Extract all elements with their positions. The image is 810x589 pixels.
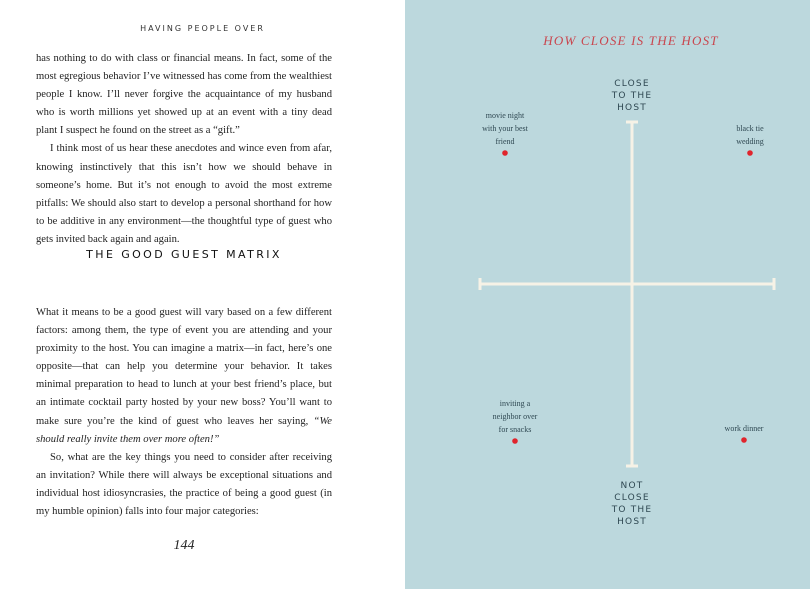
body-paragraph: I think most of us hear these anecdotes and wince even from afar, knowing instinctively that this isn’t how we should behave in someone’s home. But it’s not enough to avoid the most extreme pitfalls: We should also start to develop a personal shorthand for how to be additive in any environment—the thoughtful type of guest who gets invited back again and again. (36, 143, 332, 245)
body-paragraph: has nothing to do with class or financial means. In fact, some of the most egregious behavior I’ve witnessed has come from the wealthiest people I know. I’ll never forgive the acquaintance of my husband who is worth millions yet showed up at an event with a tiny dead plant I suspect he found on the street as a “gift.” (36, 53, 332, 137)
right-page (405, 0, 810, 589)
event-label-line: inviting a (499, 399, 531, 408)
axis-bottom-label-line: NOT (620, 481, 644, 491)
event-label-line: movie night (485, 111, 525, 120)
event-dot (741, 437, 747, 443)
axis-bottom-label-line: HOST (617, 517, 647, 527)
event-movie-night (482, 111, 529, 156)
body-text-block-2 (36, 304, 332, 521)
page-number: 144 (173, 538, 195, 553)
event-label-line: friend (495, 137, 515, 146)
event-label-line: neighbor over (492, 412, 538, 421)
event-label-line: black tie (736, 124, 764, 133)
matrix-title: HOW CLOSE IS THE HOST (543, 33, 719, 48)
section-heading: THE GOOD GUEST MATRIX (86, 248, 282, 261)
event-dot (512, 438, 518, 444)
event-inviting-neighbor (493, 399, 538, 444)
body-paragraph-text: What it means to be a good guest will vary based on a few different factors: among them, the type of event you are attending and your proximity to the host. You can imagine a matrix—in fact, here’s one opposite—that can help you determine your behavior. It takes minimal preparation to head to lunch at your best friend’s place, but an intimate cocktail party hosted by your new boss? You’ll want to make sure you’re the kind of guest who leaves her saying, (36, 307, 332, 427)
axis-top-label-line: HOST (617, 103, 647, 113)
running-head: HAVING PEOPLE OVER (140, 24, 265, 33)
body-text-block-1 (36, 50, 332, 249)
event-dot (747, 150, 753, 156)
event-black-tie (736, 124, 764, 156)
axis-bottom-label-line: CLOSE (614, 493, 650, 503)
body-paragraph (36, 304, 332, 449)
quote-italic: “We should really invite them over more often!” (36, 415, 332, 445)
event-dot (502, 150, 508, 156)
event-work-dinner (725, 424, 764, 443)
body-paragraph: So, what are the key things you need to consider after receiving an invitation? While there will always be exceptional situations and individual host idiosyncrasies, the practice of being a good guest (in my humble opinion) falls into four major categories: (36, 451, 332, 518)
event-label-line: with your best (482, 124, 528, 133)
axis-bottom-label-line: TO THE (611, 505, 653, 515)
axis-top-label-line: TO THE (611, 91, 653, 101)
axis-top-label-line: CLOSE (614, 79, 650, 89)
event-label-line: wedding (736, 137, 764, 146)
event-label-line: work dinner (724, 424, 764, 433)
good-guest-matrix (405, 0, 810, 589)
event-label-line: for snacks (498, 425, 532, 434)
